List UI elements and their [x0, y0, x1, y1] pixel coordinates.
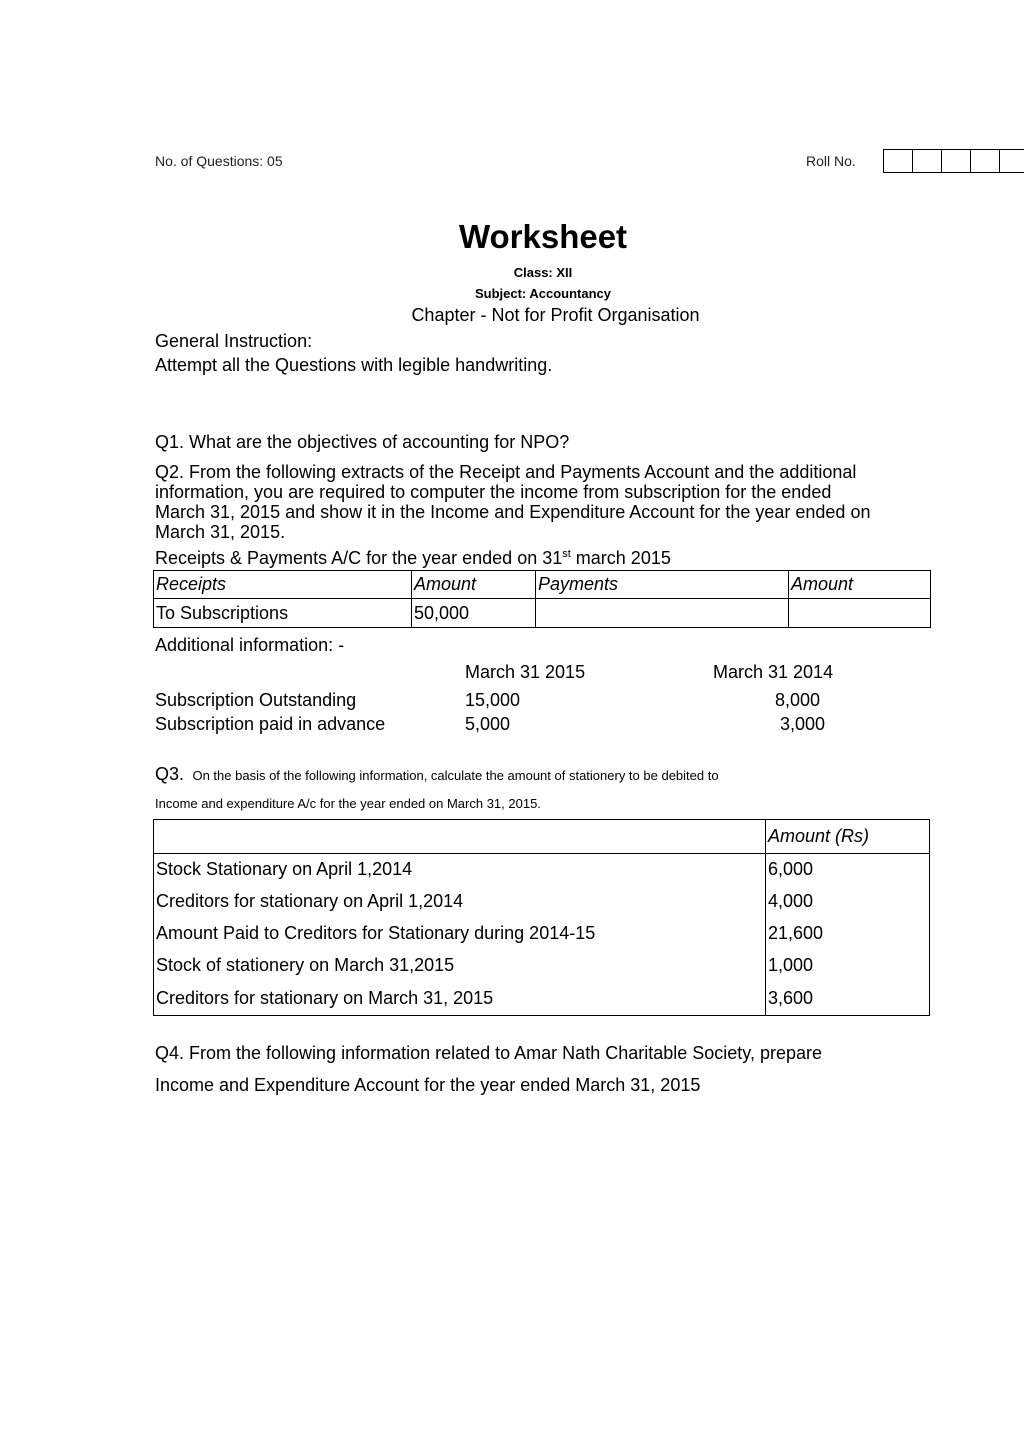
additional-row-label: Subscription Outstanding: [155, 690, 357, 710]
receipts-table-caption: [155, 548, 671, 569]
table-row: [154, 854, 930, 886]
table-cell: [536, 599, 789, 628]
question-4: Q4. From the following information related to Amar Nath Charitable Society, prepare: [155, 1043, 822, 1063]
additional-row-2015: 15,000: [465, 690, 521, 710]
table-header-row: [154, 571, 931, 599]
question-3-text-line-2: Income and expenditure A/c for the year ended on March 31, 2015.: [155, 796, 541, 811]
table-header: Amount: [412, 571, 536, 599]
table-row: [154, 950, 930, 982]
table-header: Receipts: [154, 571, 412, 599]
table-row: [154, 599, 931, 628]
table-cell: Creditors for stationary on March 31, 2015: [154, 982, 766, 1016]
question-3-number: Q3.: [155, 764, 185, 784]
roll-number-label: Roll No.: [806, 153, 856, 169]
question-2-line: Q2. From the following extracts of the Receipt and Payments Account and the additional: [155, 462, 857, 482]
roll-box[interactable]: [970, 149, 999, 173]
instructions-text: Attempt all the Questions with legible handwriting.: [155, 355, 553, 375]
table-row: [154, 982, 930, 1016]
roll-box[interactable]: [941, 149, 970, 173]
stationery-table: [153, 819, 930, 1016]
table-cell: 3,600: [766, 982, 930, 1016]
page-title: Worksheet: [458, 218, 628, 255]
roll-box[interactable]: [999, 149, 1024, 173]
table-header: Amount: [789, 571, 931, 599]
question-1: Q1. What are the objectives of accounting for NPO?: [155, 432, 570, 452]
caption-text-end: march 2015: [570, 548, 671, 568]
instructions-heading: General Instruction:: [155, 331, 313, 351]
additional-row-2014: 8,000: [775, 690, 821, 710]
table-cell: 4,000: [766, 886, 930, 918]
table-cell: Creditors for stationary on April 1,2014: [154, 886, 766, 918]
column-header-2014: March 31 2014: [713, 662, 834, 682]
roll-box[interactable]: [883, 149, 912, 173]
caption-text: Receipts & Payments A/C for the year ended on 31: [155, 548, 563, 568]
roll-number-boxes[interactable]: [883, 149, 1024, 173]
additional-info-heading: Additional information: -: [155, 635, 345, 655]
questions-count: No. of Questions: 05: [155, 153, 283, 169]
class-label: Class: XII: [513, 265, 573, 280]
question-3-text: On the basis of the following information, calculate the amount of stationery to be debited to: [192, 768, 719, 783]
table-cell: Stock of stationery on March 31,2015: [154, 950, 766, 982]
question-4-line-2: Income and Expenditure Account for the year ended March 31, 2015: [155, 1075, 701, 1095]
question-2-line: information, you are required to computer the income from subscription for the ended: [155, 482, 832, 502]
table-row: [154, 918, 930, 950]
table-row: [154, 886, 930, 918]
table-cell: To Subscriptions: [154, 599, 412, 628]
question-2: [155, 462, 870, 542]
table-header-row: [154, 820, 930, 854]
caption-superscript: st: [562, 548, 571, 560]
question-2-line: March 31, 2015.: [155, 522, 286, 542]
table-cell: Stock Stationary on April 1,2014: [154, 854, 766, 886]
table-cell: Amount Paid to Creditors for Stationary during 2014-15: [154, 918, 766, 950]
chapter-label: Chapter - Not for Profit Organisation: [411, 305, 700, 325]
subject-label: Subject: Accountancy: [474, 286, 612, 301]
additional-row-2015: 5,000: [465, 714, 511, 734]
roll-box[interactable]: [912, 149, 941, 173]
table-cell: 6,000: [766, 854, 930, 886]
table-cell: 1,000: [766, 950, 930, 982]
table-header: Payments: [536, 571, 789, 599]
question-2-line: March 31, 2015 and show it in the Income and Expenditure Account for the year ended on: [155, 502, 871, 522]
table-cell: [789, 599, 931, 628]
additional-row-label: Subscription paid in advance: [155, 714, 386, 734]
question-3: [155, 764, 719, 785]
table-cell: 21,600: [766, 918, 930, 950]
column-header-2015: March 31 2015: [465, 662, 586, 682]
table-cell: 50,000: [412, 599, 536, 628]
table-header-empty: [154, 820, 766, 854]
receipts-payments-table: [153, 570, 931, 628]
additional-row-2014: 3,000: [780, 714, 826, 734]
table-header: Amount (Rs): [766, 820, 930, 854]
